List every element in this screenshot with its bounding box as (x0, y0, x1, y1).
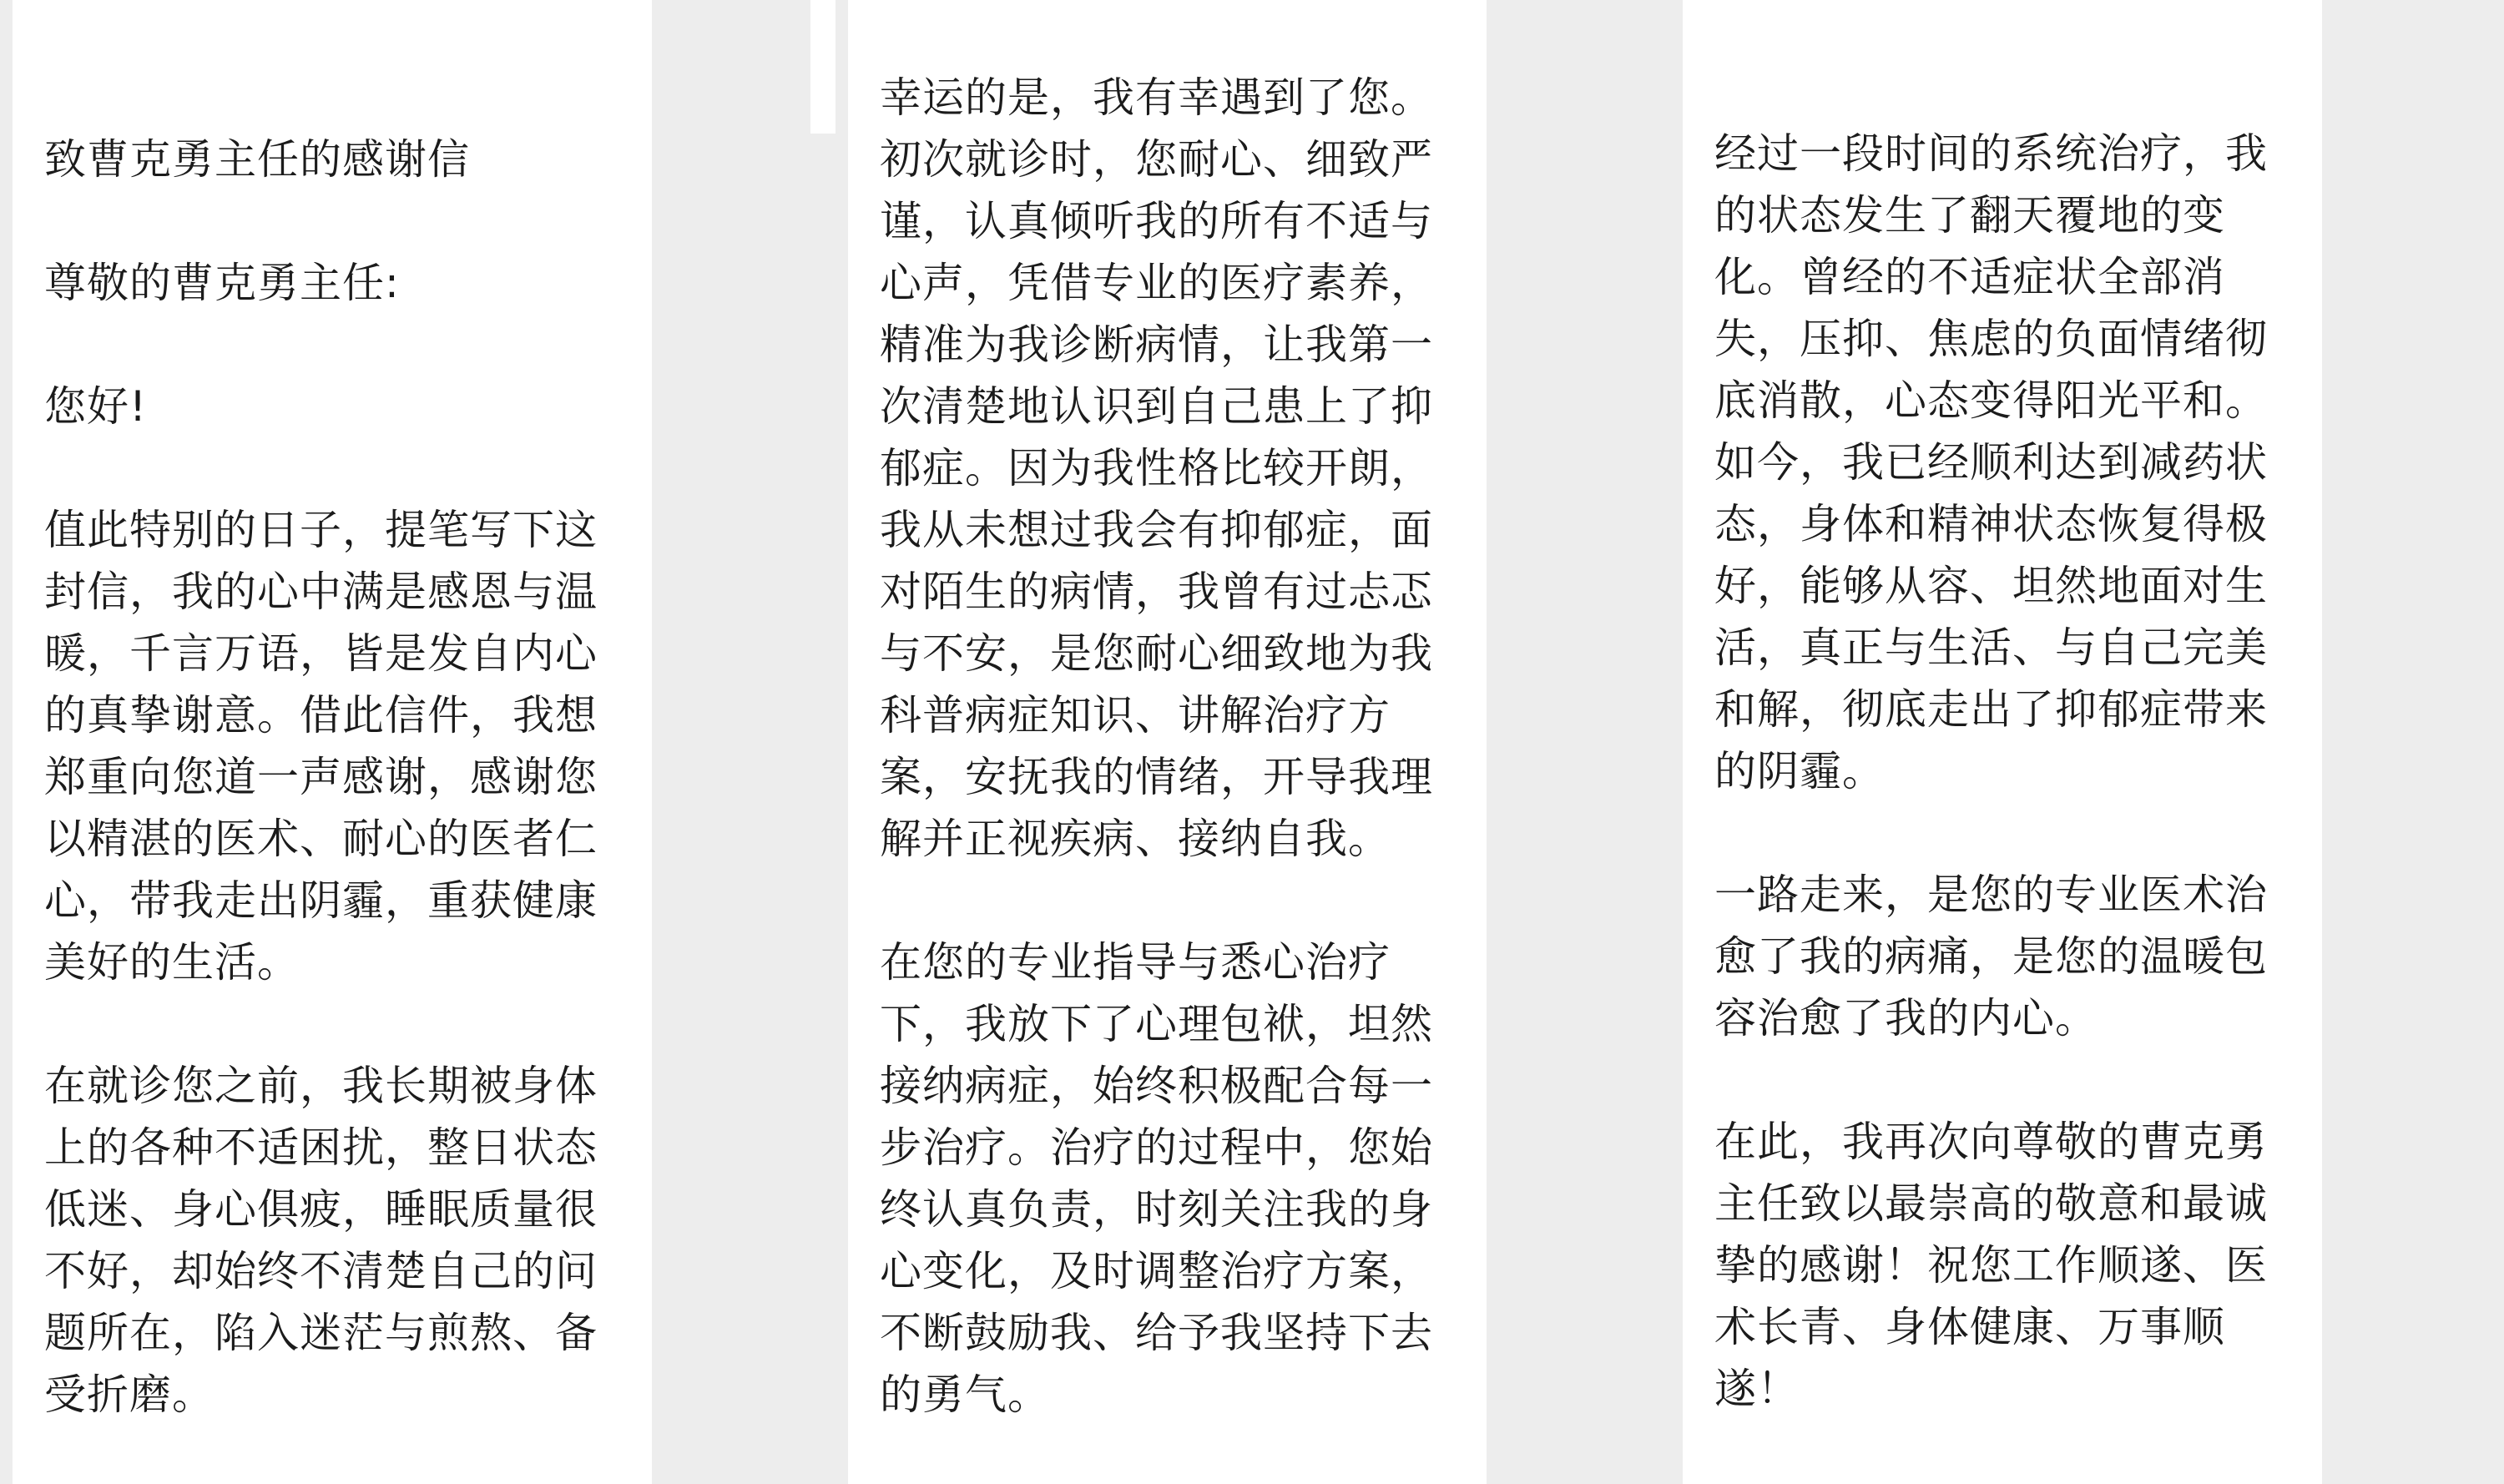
letter-title: 致曹克勇主任的感谢信 (44, 135, 470, 184)
paragraph-closing: 在此，我再次向尊敬的曹克勇主任致以最崇高的敬意和最诚挚的感谢！祝您工作顺遂、医术长青、身体健康、万事顺遂！ (1714, 1118, 2268, 1413)
paragraph-recovery: 经过一段时间的系统治疗，我的状态发生了翻天覆地的变化。曾经的不适症状全部消失，压抑、焦虑的负面情绪彻底消散，心态变得阳光平和。如今，我已经顺利达到减药状态，身体和精神状态恢复得极好，能够从容、坦然地面对生活，真正与生活、与自己完美和解，彻底走出了抑郁症带来的阴霾。 (1714, 129, 2268, 795)
paragraph-treatment: 在您的专业指导与悉心治疗下，我放下了心理包袱，坦然接纳病症，始终积极配合每一步治疗。治疗的过程中，您始终认真负责，时刻关注我的身心变化，及时调整治疗方案，不断鼓励我、给予我坚持下去的勇气。 (880, 938, 1433, 1419)
scroll-indicator (810, 0, 836, 134)
greeting: 您好! (44, 382, 148, 431)
letter-text-3 (1714, 123, 2299, 1420)
letter-text-2 (880, 67, 1464, 1426)
salutation: 尊敬的曹克勇主任: (44, 259, 400, 307)
paragraph-diagnosis: 幸运的是，我有幸遇到了您。初次就诊时，您耐心、细致严谨，认真倾听我的所有不适与心声，凭借专业的医疗素养，精准为我诊断病情，让我第一次清楚地认识到自己患上了抑郁症。因为我性格比较开朗，我从未想过我会有抑郁症，面对陌生的病情，我曾有过忐忑与不安，是您耐心细致地为我科普病症知识、讲解治疗方案，安抚我的情绪，开导我理解并正视疾病、接纳自我。 (880, 73, 1433, 863)
letter-page-1 (13, 0, 652, 1484)
paragraph-gratitude: 值此特别的日子，提笔写下这封信，我的心中满是感恩与温暖，千言万语，皆是发自内心的真挚谢意。借此信件，我想郑重向您道一声感谢，感谢您以精湛的医术、耐心的医者仁心，带我走出阴霾，重获健康美好的生活。 (44, 506, 598, 987)
letter-text-1 (44, 129, 629, 1426)
paragraph-before-treatment: 在就诊您之前，我长期被身体上的各种不适困扰，整日状态低迷、身心俱疲，睡眠质量很不好，却始终不清楚自己的问题所在，陷入迷茫与煎熬、备受折磨。 (44, 1062, 598, 1419)
letter-page-3 (1683, 0, 2322, 1484)
letter-page-2 (848, 0, 1487, 1484)
paragraph-reflection: 一路走来，是您的专业医术治愈了我的病痛，是您的温暖包容治愈了我的内心。 (1714, 871, 2268, 1042)
